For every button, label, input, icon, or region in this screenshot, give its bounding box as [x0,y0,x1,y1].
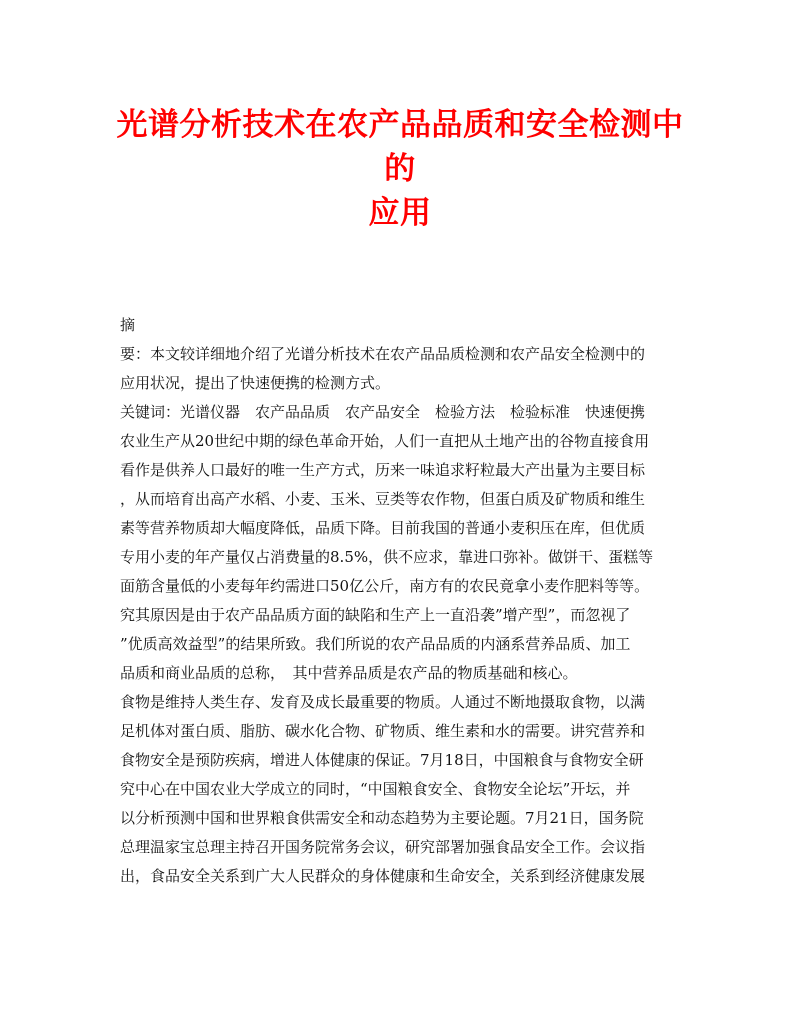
paragraph-line: ”优质高效益型”的结果所致。我们所说的农产品品质的内涵系营养品质、加工 [120,635,631,653]
paragraph-line: 专用小麦的年产量仅占消费量的8.5%，供不应求，靠进口弥补。做饼干、蛋糕等 [120,548,654,566]
paragraph-line: 食物是维持人类生存、发育及成长最重要的物质。人通过不断地摄取食物，以满 [120,693,646,711]
paragraph-line: ，从而培育出高产水稻、小麦、玉米、豆类等农作物，但蛋白质及矿物质和维生 [120,490,646,508]
paragraph-line: 素等营养物质却大幅度降低，品质下降。目前我国的普通小麦积压在库，但优质 [120,519,646,537]
paragraph-line: 足机体对蛋白质、脂肪、碳水化合物、矿物质、维生素和水的需要。讲究营养和 [120,722,646,740]
document-body [120,311,680,891]
paragraph-line: 总理温家宝总理主持召开国务院常务会议，研究部署加强食品安全工作。会议指 [120,838,646,856]
document-title [110,103,690,235]
abstract-label-line: 摘 [120,316,136,334]
paragraph-line: 出，食品安全关系到广大人民群众的身体健康和生命安全，关系到经济健康发展 [120,867,646,885]
abstract-line: 要：本文较详细地介绍了光谱分析技术在农产品品质检测和农产品安全检测中的 [120,345,646,363]
paragraph-line: 品质和商业品质的总称， 其中营养品质是农产品的物质基础和核心。 [120,664,578,682]
paragraph-line: 看作是供养人口最好的唯一生产方式，历来一味追求籽粒最大产出量为主要目标 [120,461,646,479]
keywords-line: 关键词：光谱仪器 农产品品质 农产品安全 检验方法 检验标准 快速便携 [120,403,646,421]
paragraph-line: 以分析预测中国和世界粮食供需安全和动态趋势为主要论题。7月21日，国务院 [120,809,644,827]
paragraph-line: 究中心在中国农业大学成立的同时，“中国粮食安全、食物安全论坛”开坛，并 [120,780,631,798]
title-line-1: 光谱分析技术在农产品品质和安全检测中的 [116,107,684,187]
paragraph-line: 食物安全是预防疾病，增进人体健康的保证。7月18日，中国粮食与食物安全研 [120,751,644,769]
title-line-2: 应用 [368,195,432,231]
paragraph-line: 农业生产从20世纪中期的绿色革命开始，人们一直把从土地产出的谷物直接食用 [120,432,650,450]
paragraph-line: 面筋含量低的小麦每年约需进口50亿公斤，南方有的农民竟拿小麦作肥料等等。 [120,577,650,595]
abstract-line: 应用状况，提出了快速便携的检测方式。 [120,374,391,392]
paragraph-line: 究其原因是由于农产品品质方面的缺陷和生产上一直沿袭”增产型”，而忽视了 [120,606,631,624]
